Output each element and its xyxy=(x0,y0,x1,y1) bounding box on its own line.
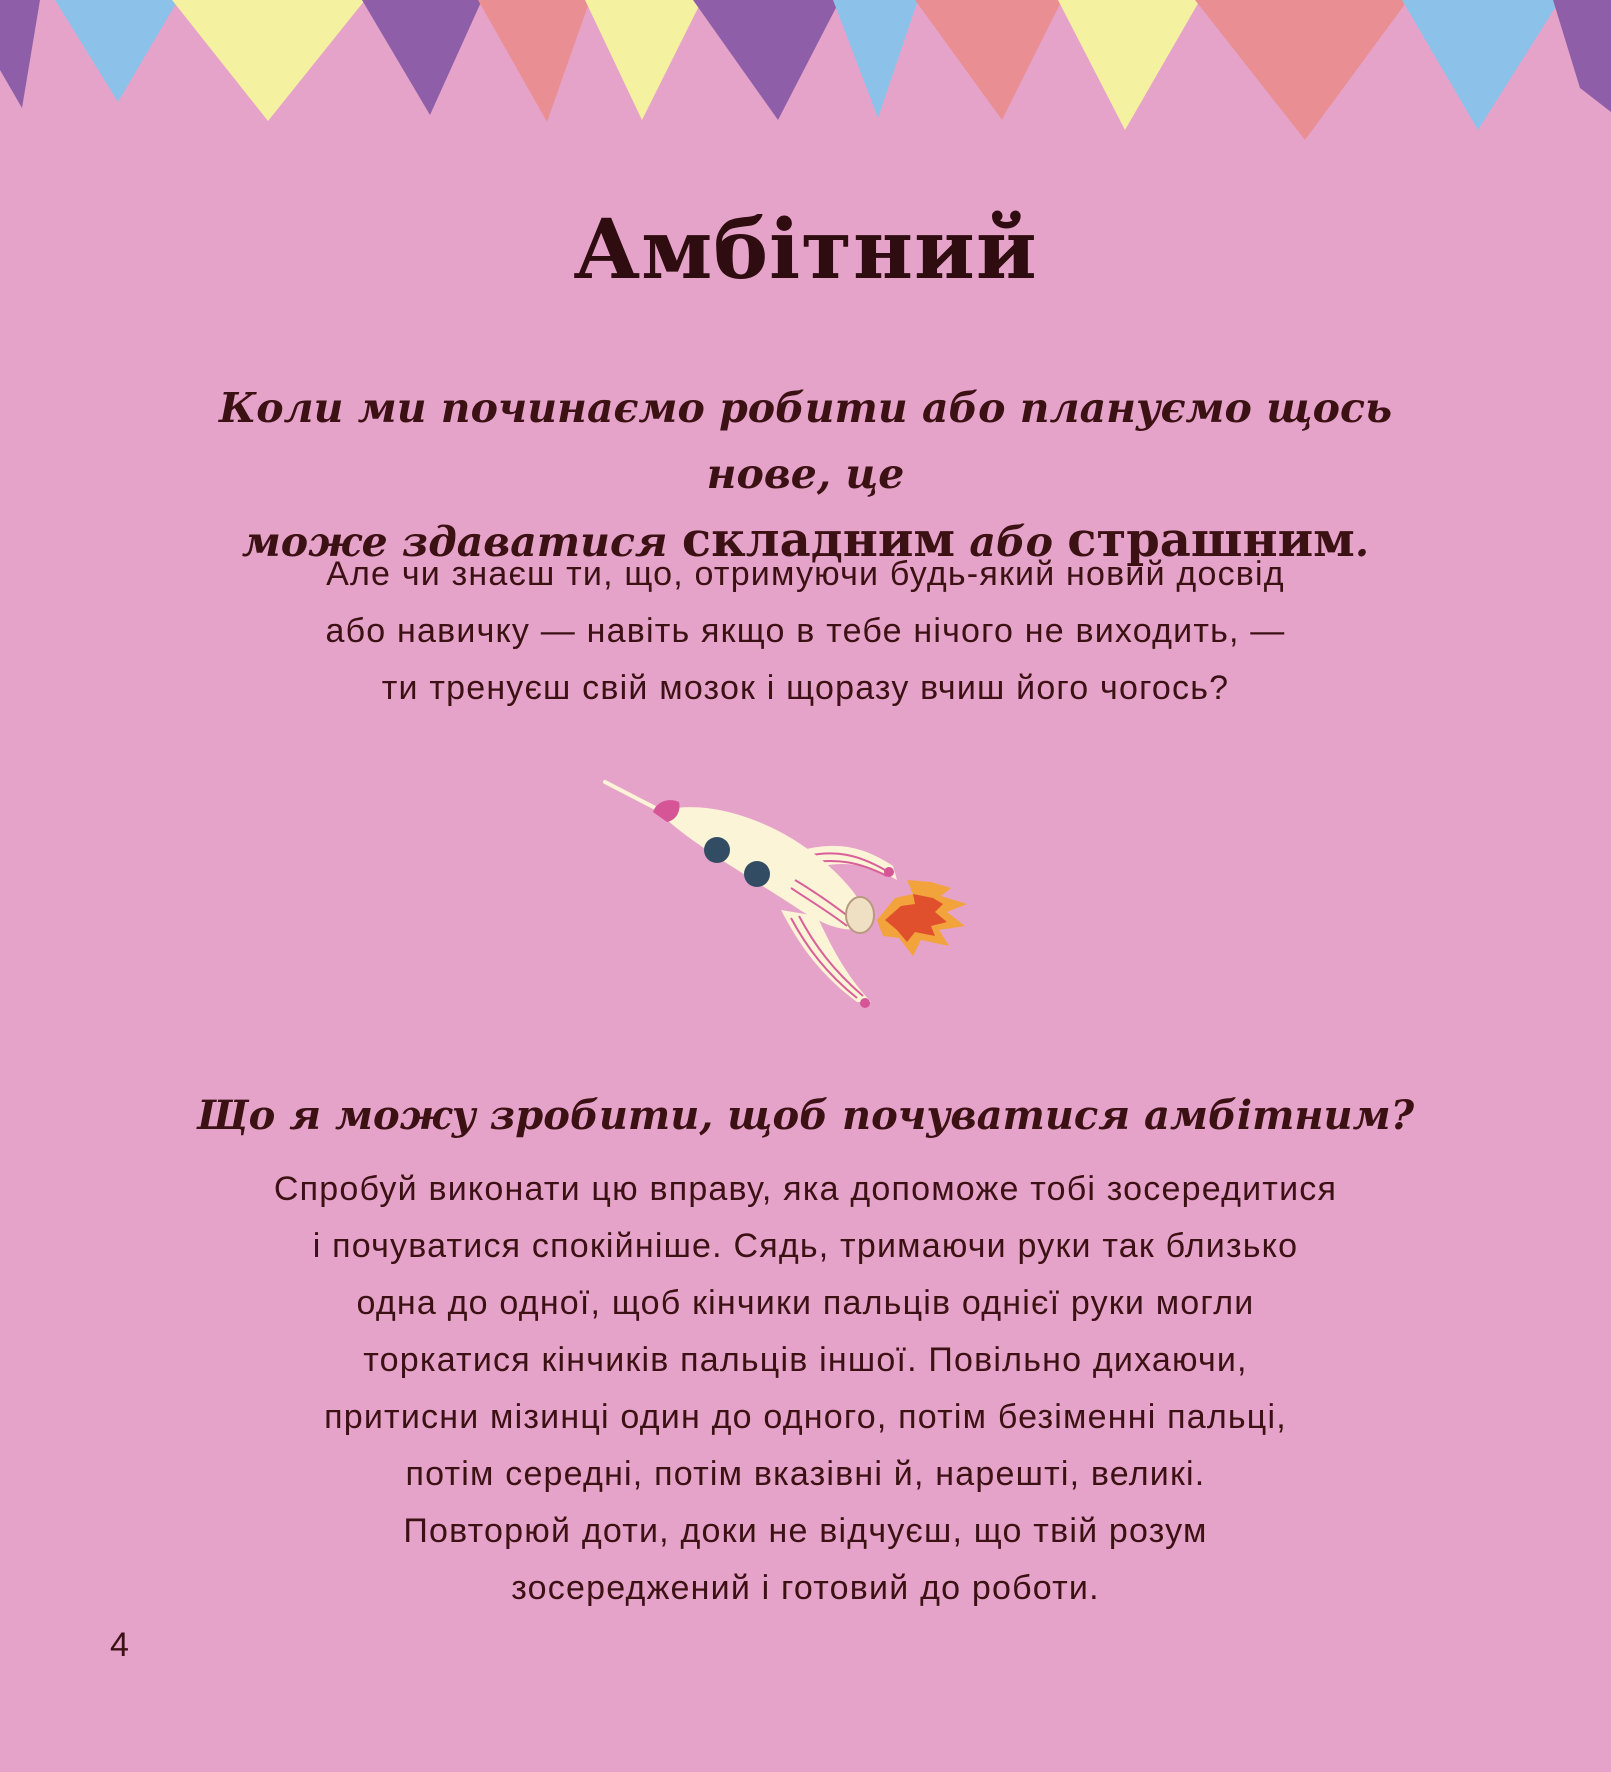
question-paragraph xyxy=(180,546,1431,717)
exercise-paragraph xyxy=(150,1161,1461,1617)
rocket-illustration xyxy=(595,770,1025,1040)
bunting-flag xyxy=(362,0,482,115)
bunting-flag xyxy=(585,0,702,120)
rocket-fin-tip xyxy=(860,998,870,1008)
word-scary: страшним xyxy=(1067,512,1355,568)
exercise-line: одна до одної, щоб кінчики пальців однієї руки могли xyxy=(356,1284,1255,1322)
bunting-flag xyxy=(0,0,40,108)
word-or: або xyxy=(969,518,1053,566)
rocket-window-icon xyxy=(744,861,770,887)
paragraph-line: або навичку — навіть якщо в тебе нічого не виходить, — xyxy=(325,612,1286,650)
rocket-antenna xyxy=(605,782,663,812)
rocket-fin-tip xyxy=(884,867,894,877)
bunting-flag xyxy=(693,0,840,120)
rocket-nozzle xyxy=(846,897,874,933)
word-complex: складним xyxy=(681,512,956,568)
bunting-flag xyxy=(1058,0,1200,130)
exercise-line: Повторюй доти, доки не відчуєш, що твій розум xyxy=(403,1512,1208,1550)
intro-period: . xyxy=(1354,518,1370,566)
bunting-flag xyxy=(172,0,365,121)
paragraph-line: ти тренуєш свій мозок і щоразу вчиш його чогось? xyxy=(381,669,1230,707)
section-heading: Що я можу зробити, щоб почуватися амбітним? xyxy=(196,1092,1415,1139)
bunting-flag xyxy=(915,0,1062,120)
intro-line-2-start: може здаватися xyxy=(241,518,668,566)
bunting-flag xyxy=(833,0,918,118)
bunting-flag xyxy=(55,0,178,102)
exercise-line: Спробуй виконати цю вправу, яка допоможе тобі зосередитися xyxy=(273,1170,1338,1208)
rocket-window-icon xyxy=(704,837,730,863)
exercise-line: зосереджений і готовий до роботи. xyxy=(511,1569,1100,1607)
intro-line-1: Коли ми починаємо робити або плануємо щось нове, це xyxy=(218,384,1392,498)
page-title: Амбітний xyxy=(573,202,1038,298)
bunting-flag xyxy=(1553,0,1611,112)
rocket-flame-icon xyxy=(877,880,967,956)
exercise-line: притисни мізинці один до одного, потім безіменні пальці, xyxy=(324,1398,1287,1436)
bunting-flag xyxy=(1195,0,1408,140)
bunting-flag xyxy=(478,0,590,122)
exercise-line: потім середні, потім вказівні й, нарешті, великі. xyxy=(405,1455,1206,1493)
paragraph-line: Але чи знаєш ти, що, отримуючи будь-який новий досвід xyxy=(326,555,1285,593)
page-number: 4 xyxy=(110,1626,129,1664)
intro-text xyxy=(150,375,1461,575)
exercise-line: і почуватися спокійніше. Сядь, тримаючи руки так близько xyxy=(312,1227,1299,1265)
bunting-decoration xyxy=(0,0,1611,150)
bunting-flag xyxy=(1402,0,1560,130)
exercise-line: торкатися кінчиків пальців іншої. Повільно дихаючи, xyxy=(363,1341,1248,1379)
